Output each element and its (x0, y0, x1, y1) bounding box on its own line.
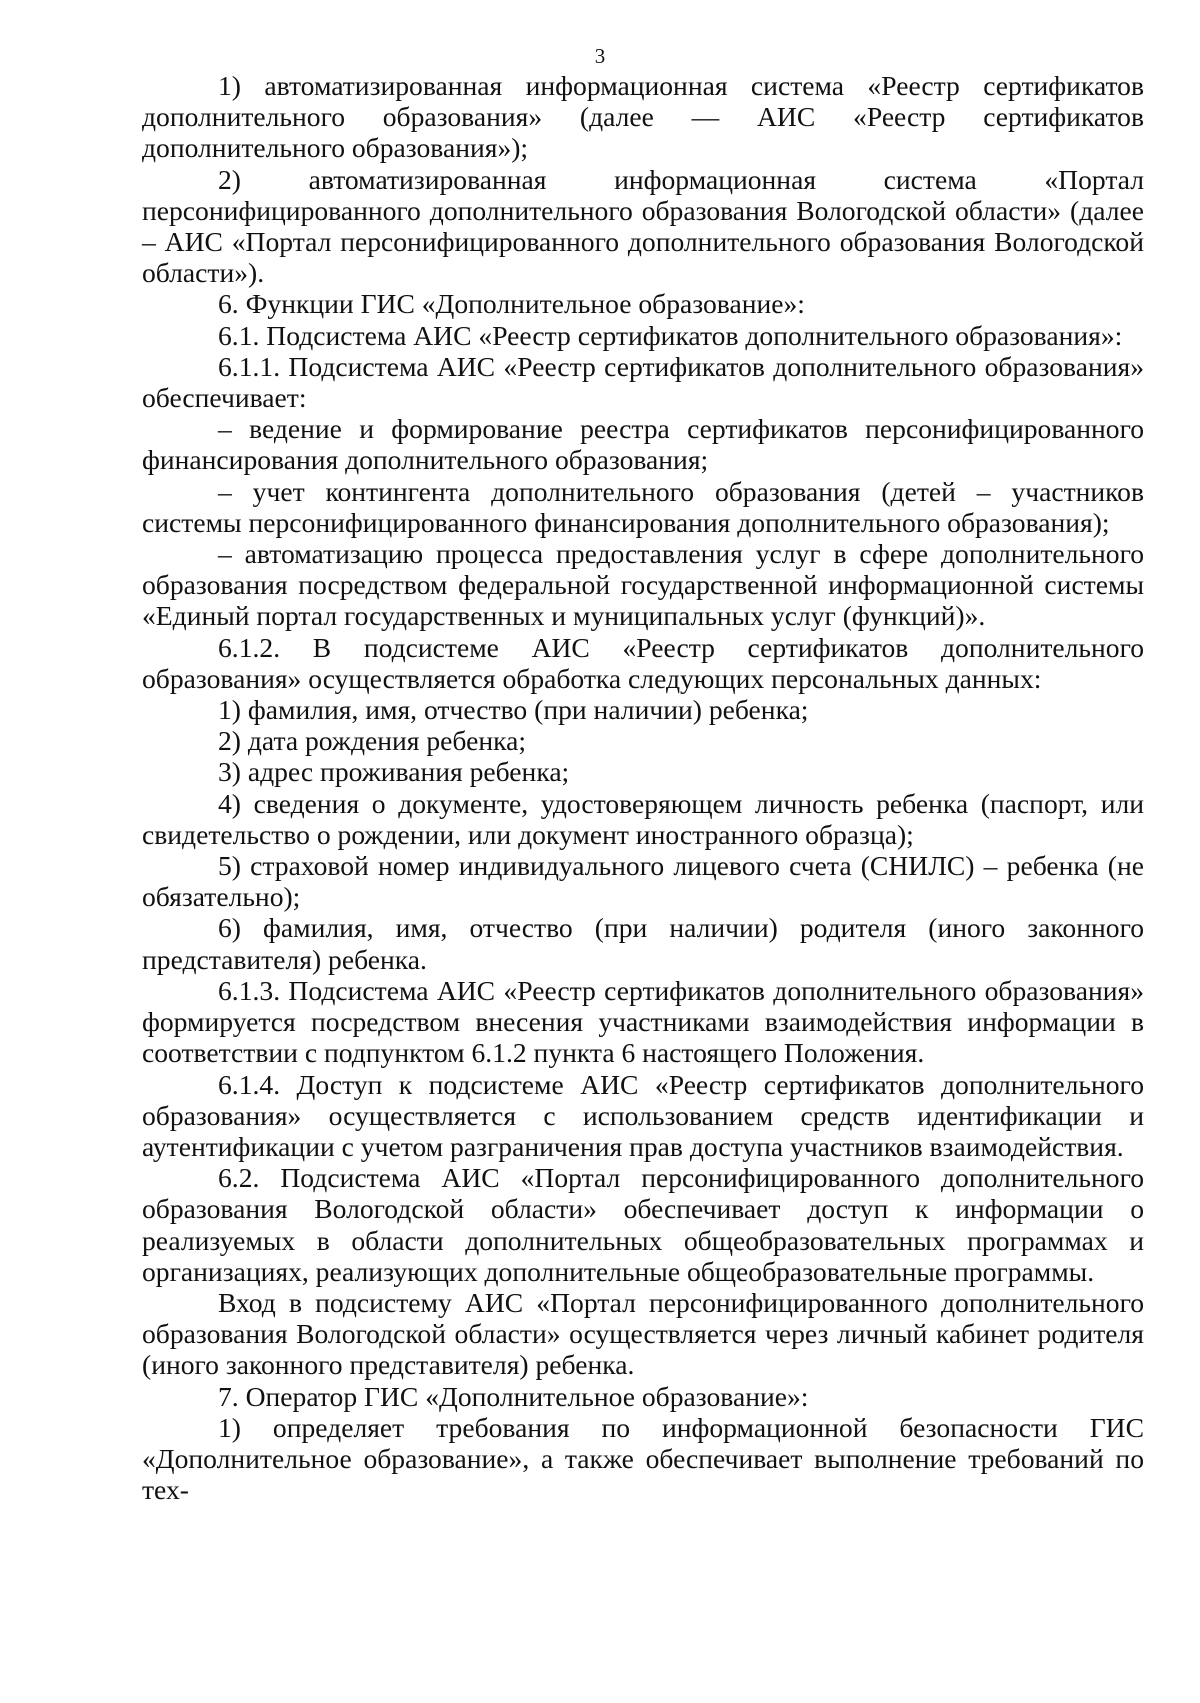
paragraph-pd-item-3: 3) адрес проживания ребенка; (218, 756, 570, 788)
paragraph-bullet-registry-maintenance: – ведение и формирование реестра сертификатов персонифицированного финансирования дополнительного образования; (142, 413, 1144, 476)
paragraph-section-7-heading: 7. Оператор ГИС «Дополнительное образование»: (218, 1380, 809, 1412)
paragraph-section-6-1: 6.1. Подсистема АИС «Реестр сертификатов дополнительного образования»: (218, 319, 1123, 351)
paragraph-item-2-ais-portal: 2) автоматизированная информационная система «Портал персонифицированного дополнительного образования Вологодской области» (далее – АИС «Портал персонифицированного дополнительного образования Вологодской области»). (142, 163, 1144, 289)
paragraph-section-6-heading: 6. Функции ГИС «Дополнительное образование»: (218, 288, 805, 320)
paragraph-item-1-ais-registry: 1) автоматизированная информационная система «Реестр сертификатов дополнительного образования» (далее — АИС «Реестр сертификатов дополнительного образования»); (142, 70, 1144, 164)
paragraph-pd-item-1: 1) фамилия, имя, отчество (при наличии) ребенка; (218, 694, 809, 726)
paragraph-pd-item-5: 5) страховой номер индивидуального лицевого счета (СНИЛС) – ребенка (не обязательно); (142, 850, 1144, 913)
paragraph-section-6-2: 6.2. Подсистема АИС «Портал персонифицированного дополнительного образования Вологодской области» обеспечивает доступ к информации о реализуемых в области дополнительных общеобразовательных программах и организациях, реализующих дополнительные общеобразовательные программы. (142, 1162, 1144, 1287)
paragraph-section-6-1-2: 6.1.2. В подсистеме АИС «Реестр сертификатов дополнительного образования» осуществляется обработка следующих персональных данных: (142, 631, 1144, 694)
paragraph-section-7-item-1: 1) определяет требования по информационной безопасности ГИС «Дополнительное образование», а также обеспечивает выполнение требований по тех- (142, 1411, 1144, 1506)
paragraph-section-6-1-1: 6.1.1. Подсистема АИС «Реестр сертификатов дополнительного образования» обеспечивает: (142, 350, 1144, 414)
paragraph-section-6-1-3: 6.1.3. Подсистема АИС «Реестр сертификатов дополнительного образования» формируется посредством внесения участниками взаимодействия информации в соответствии с подпунктом 6.1.2 пункта 6 настоящего Положения. (142, 974, 1144, 1069)
paragraph-pd-item-6: 6) фамилия, имя, отчество (при наличии) родителя (иного законного представителя) ребенка. (142, 912, 1144, 975)
page-number: 3 (594, 44, 606, 68)
paragraph-pd-item-4: 4) сведения о документе, удостоверяющем личность ребенка (паспорт, или свидетельство о рождении, или документ иностранного образца); (142, 787, 1144, 850)
paragraph-bullet-automation: – автоматизацию процесса предоставления услуг в сфере дополнительного образования посредством федеральной государственной информационной системы «Единый портал государственных и муниципальных услуг (функций)». (142, 538, 1144, 632)
paragraph-bullet-contingent: – учет контингента дополнительного образования (детей – участников системы персонифицированного финансирования дополнительного образования); (142, 475, 1144, 538)
document-body (142, 70, 1144, 1505)
paragraph-section-6-1-4: 6.1.4. Доступ к подсистеме АИС «Реестр сертификатов дополнительного образования» осуществляется с использованием средств идентификации и аутентификации с учетом разграничения прав доступа участников взаимодействия. (142, 1068, 1144, 1162)
paragraph-pd-item-2: 2) дата рождения ребенка; (218, 725, 527, 757)
paragraph-portal-entry: Вход в подсистему АИС «Портал персонифицированного дополнительного образования Вологодской области» осуществляется через личный кабинет родителя (иного законного представителя) ребенка. (142, 1286, 1144, 1381)
